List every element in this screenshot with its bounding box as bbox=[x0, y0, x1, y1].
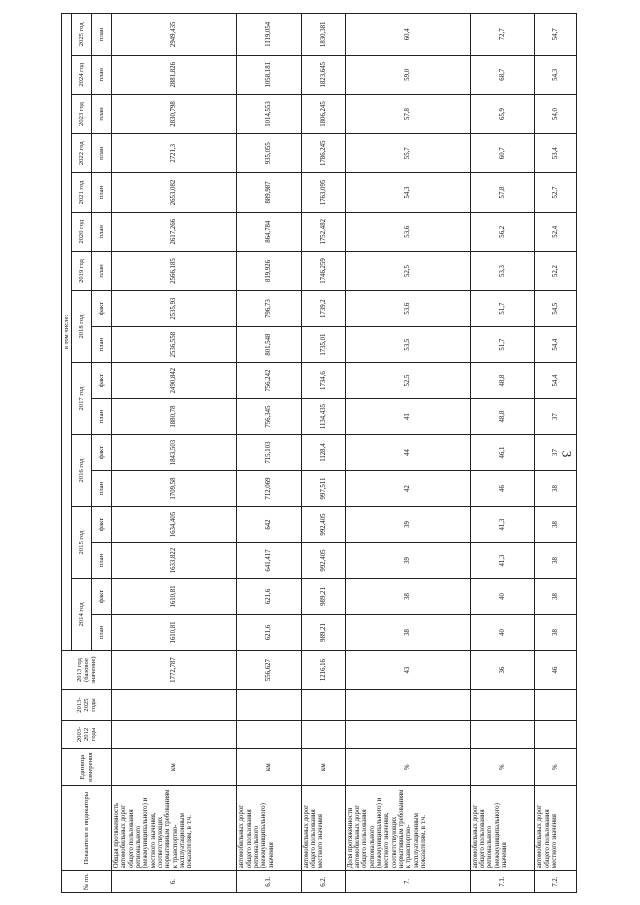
header-plan: план bbox=[92, 14, 112, 56]
header-year: 2019 год bbox=[72, 251, 92, 290]
row-number: 6. bbox=[112, 871, 237, 893]
row-value: 2566,185 bbox=[112, 251, 237, 290]
header-fact: факт bbox=[92, 291, 112, 327]
header-fact: факт bbox=[92, 507, 112, 543]
row-value: 52,2 bbox=[535, 251, 577, 290]
row-indicator-name: автомобильных дорог общего пользования регионального (межмуниципального) значения bbox=[237, 786, 302, 871]
header-2013-base: 2013 год (базовое значение) bbox=[62, 650, 112, 689]
row-value: 37 bbox=[535, 399, 577, 435]
row-value: 52,5 bbox=[345, 363, 470, 399]
row-value: 56,2 bbox=[470, 212, 535, 251]
row-value: 796,73 bbox=[237, 291, 302, 327]
row-value: 53,6 bbox=[345, 212, 470, 251]
row-2003-2012 bbox=[112, 720, 237, 748]
row-2013-base: 556,627 bbox=[237, 650, 302, 689]
row-number: 6.2. bbox=[301, 871, 345, 893]
row-value: 1823,645 bbox=[301, 55, 345, 94]
row-value: 54,3 bbox=[345, 173, 470, 212]
indicator-table-wrapper bbox=[61, 13, 577, 893]
table-row bbox=[237, 14, 302, 893]
row-value: 38 bbox=[535, 543, 577, 579]
row-value: 1830,381 bbox=[301, 14, 345, 56]
row-value: 819,926 bbox=[237, 251, 302, 290]
row-value: 1709,58 bbox=[112, 471, 237, 507]
row-unit: % bbox=[345, 749, 470, 786]
row-value: 42 bbox=[345, 471, 470, 507]
row-value: 2535,93 bbox=[112, 291, 237, 327]
row-value: 54,4 bbox=[535, 363, 577, 399]
header-plan: план bbox=[92, 94, 112, 133]
table-row bbox=[535, 14, 577, 893]
row-value: 621,6 bbox=[237, 614, 302, 650]
header-plan: план bbox=[92, 251, 112, 290]
row-value: 1763,095 bbox=[301, 173, 345, 212]
row-value: 1058,181 bbox=[237, 55, 302, 94]
row-value: 52,7 bbox=[535, 173, 577, 212]
row-value: 997,511 bbox=[301, 471, 345, 507]
row-value: 54,5 bbox=[535, 291, 577, 327]
table-row bbox=[470, 14, 535, 893]
header-year: 2016 год bbox=[72, 435, 92, 507]
table-row bbox=[345, 14, 470, 893]
row-indicator-name: Доля протяженности автомобильных дорог общего пользования регионального (межмуниципального) и местного значения, соответствующих нормативным требованиям к транспортно-эксплуатационным показателям, в т.ч. bbox=[345, 786, 470, 871]
header-plan: план bbox=[92, 212, 112, 251]
header-fact: факт bbox=[92, 435, 112, 471]
row-value: 2721,3 bbox=[112, 134, 237, 173]
row-unit: км bbox=[237, 749, 302, 786]
row-value: 1739,2 bbox=[301, 291, 345, 327]
row-value: 992,405 bbox=[301, 507, 345, 543]
header-year: 2017 год bbox=[72, 363, 92, 435]
row-number: 7. bbox=[345, 871, 470, 893]
row-value: 1880,78 bbox=[112, 399, 237, 435]
row-value: 1633,822 bbox=[112, 543, 237, 579]
row-value: 989,21 bbox=[301, 579, 345, 615]
row-value: 992,405 bbox=[301, 543, 345, 579]
row-2013-base: 1216,16 bbox=[301, 650, 345, 689]
row-value: 57,8 bbox=[470, 173, 535, 212]
row-value: 756,242 bbox=[237, 363, 302, 399]
row-value: 57,8 bbox=[345, 94, 470, 133]
header-plan: план bbox=[92, 543, 112, 579]
row-value: 1746,259 bbox=[301, 251, 345, 290]
header-plan: план bbox=[92, 471, 112, 507]
row-number: 7.2. bbox=[535, 871, 577, 893]
row-value: 54,4 bbox=[535, 327, 577, 363]
header-year: 2024 год bbox=[72, 55, 92, 94]
row-number: 7.1. bbox=[470, 871, 535, 893]
row-value: 46,1 bbox=[470, 435, 535, 471]
header-unit: Единица измерения bbox=[62, 749, 112, 786]
table-row bbox=[301, 14, 345, 893]
row-value: 1014,553 bbox=[237, 94, 302, 133]
row-value: 39 bbox=[345, 543, 470, 579]
row-value: 1119,054 bbox=[237, 14, 302, 56]
row-value: 53,6 bbox=[345, 291, 470, 327]
row-value: 48,8 bbox=[470, 399, 535, 435]
row-value: 48,8 bbox=[470, 363, 535, 399]
row-value: 38 bbox=[535, 579, 577, 615]
row-value: 1843,503 bbox=[112, 435, 237, 471]
row-value: 53,4 bbox=[535, 134, 577, 173]
header-year: 2020 год bbox=[72, 212, 92, 251]
header-num: № пп. bbox=[62, 871, 112, 893]
row-2003-2012 bbox=[301, 720, 345, 748]
row-value: 2617,266 bbox=[112, 212, 237, 251]
row-value: 53,5 bbox=[345, 327, 470, 363]
row-value: 1610,81 bbox=[112, 614, 237, 650]
row-value: 1734,6 bbox=[301, 363, 345, 399]
row-2013-2025 bbox=[345, 690, 470, 721]
row-unit: % bbox=[535, 749, 577, 786]
row-value: 1134,435 bbox=[301, 399, 345, 435]
row-2013-2025 bbox=[301, 690, 345, 721]
row-value: 1128,4 bbox=[301, 435, 345, 471]
row-value: 38 bbox=[345, 579, 470, 615]
header-2003-2012: 2003-2012 годы bbox=[62, 720, 112, 748]
header-plan: план bbox=[92, 399, 112, 435]
row-value: 38 bbox=[535, 614, 577, 650]
row-2013-base: 36 bbox=[470, 650, 535, 689]
row-value: 68,7 bbox=[470, 55, 535, 94]
page-number: 3 bbox=[559, 450, 575, 458]
header-plan: план bbox=[92, 327, 112, 363]
header-year: 2023 год bbox=[72, 94, 92, 133]
row-value: 40 bbox=[470, 614, 535, 650]
row-value: 1735,01 bbox=[301, 327, 345, 363]
indicator-table bbox=[61, 13, 577, 893]
row-value: 1806,245 bbox=[301, 94, 345, 133]
row-value: 2949,435 bbox=[112, 14, 237, 56]
row-value: 54,0 bbox=[535, 94, 577, 133]
row-value: 60,4 bbox=[345, 14, 470, 56]
row-value: 641,417 bbox=[237, 543, 302, 579]
row-indicator-name: автомобильных дорог общего пользования регионального (межмуниципального) значения bbox=[470, 786, 535, 871]
header-indicator: Показатели и индикаторы bbox=[62, 786, 112, 871]
row-2013-2025 bbox=[112, 690, 237, 721]
row-value: 801,548 bbox=[237, 327, 302, 363]
header-plan: план bbox=[92, 55, 112, 94]
row-value: 621,6 bbox=[237, 579, 302, 615]
row-value: 864,784 bbox=[237, 212, 302, 251]
row-value: 1610,81 bbox=[112, 579, 237, 615]
header-fact: факт bbox=[92, 363, 112, 399]
header-year: 2014 год bbox=[72, 579, 92, 651]
row-value: 889,987 bbox=[237, 173, 302, 212]
row-value: 41 bbox=[345, 399, 470, 435]
row-value: 715,103 bbox=[237, 435, 302, 471]
row-unit: % bbox=[470, 749, 535, 786]
row-value: 1752,482 bbox=[301, 212, 345, 251]
row-value: 1634,405 bbox=[112, 507, 237, 543]
row-value: 60,7 bbox=[470, 134, 535, 173]
row-value: 39 bbox=[345, 507, 470, 543]
header-in-that-number: в том числе: bbox=[62, 14, 72, 651]
header-year: 2022 год bbox=[72, 134, 92, 173]
row-indicator-name: автомобильных дорог общего пользования местного значения bbox=[535, 786, 577, 871]
row-unit: км bbox=[301, 749, 345, 786]
header-2013-2025: 2013-2025 годы bbox=[62, 690, 112, 721]
header-plan: план bbox=[92, 134, 112, 173]
header-fact: факт bbox=[92, 579, 112, 615]
header-year: 2025 год bbox=[72, 14, 92, 56]
row-value: 38 bbox=[535, 507, 577, 543]
row-value: 44 bbox=[345, 435, 470, 471]
row-2013-base: 1772,787 bbox=[112, 650, 237, 689]
row-value: 51,7 bbox=[470, 291, 535, 327]
row-value: 54,3 bbox=[535, 55, 577, 94]
row-value: 65,9 bbox=[470, 94, 535, 133]
row-value: 46 bbox=[470, 471, 535, 507]
row-2013-base: 46 bbox=[535, 650, 577, 689]
row-2003-2012 bbox=[237, 720, 302, 748]
row-2013-2025 bbox=[535, 690, 577, 721]
row-value: 53,3 bbox=[470, 251, 535, 290]
row-value: 2881,826 bbox=[112, 55, 237, 94]
row-value: 38 bbox=[535, 471, 577, 507]
row-value: 40 bbox=[470, 579, 535, 615]
row-value: 54,7 bbox=[535, 14, 577, 56]
header-year: 2021 год bbox=[72, 173, 92, 212]
row-2013-2025 bbox=[237, 690, 302, 721]
row-value: 2490,842 bbox=[112, 363, 237, 399]
row-2003-2012 bbox=[535, 720, 577, 748]
table-row bbox=[112, 14, 237, 893]
row-value: 2536,558 bbox=[112, 327, 237, 363]
row-value: 52,4 bbox=[535, 212, 577, 251]
row-value: 51,7 bbox=[470, 327, 535, 363]
row-value: 935,055 bbox=[237, 134, 302, 173]
row-value: 41,3 bbox=[470, 507, 535, 543]
row-value: 756,345 bbox=[237, 399, 302, 435]
row-2013-2025 bbox=[470, 690, 535, 721]
header-year: 2015 год bbox=[72, 507, 92, 579]
row-unit: км bbox=[112, 749, 237, 786]
row-value: 59,0 bbox=[345, 55, 470, 94]
row-value: 989,21 bbox=[301, 614, 345, 650]
row-value: 55,7 bbox=[345, 134, 470, 173]
row-number: 6.1. bbox=[237, 871, 302, 893]
row-2003-2012 bbox=[470, 720, 535, 748]
row-value: 642 bbox=[237, 507, 302, 543]
row-value: 41,3 bbox=[470, 543, 535, 579]
row-value: 72,7 bbox=[470, 14, 535, 56]
row-value: 52,5 bbox=[345, 251, 470, 290]
header-year: 2018 год bbox=[72, 291, 92, 363]
header-plan: план bbox=[92, 173, 112, 212]
row-2013-base: 43 bbox=[345, 650, 470, 689]
row-value: 712,069 bbox=[237, 471, 302, 507]
row-2003-2012 bbox=[345, 720, 470, 748]
row-value: 38 bbox=[345, 614, 470, 650]
row-indicator-name: Общая протяженность автомобильных дорог общего пользования регионального (межмуниципального) и местного значения, соответствующих нормативным требованиям к транспортно-эксплуатационным показателям, в т.ч. bbox=[112, 786, 237, 871]
header-plan: план bbox=[92, 614, 112, 650]
row-value: 2653,082 bbox=[112, 173, 237, 212]
row-value: 2830,798 bbox=[112, 94, 237, 133]
row-indicator-name: автомобильных дорог общего пользования местного значения bbox=[301, 786, 345, 871]
row-value: 37 bbox=[535, 435, 577, 471]
row-value: 1786,245 bbox=[301, 134, 345, 173]
